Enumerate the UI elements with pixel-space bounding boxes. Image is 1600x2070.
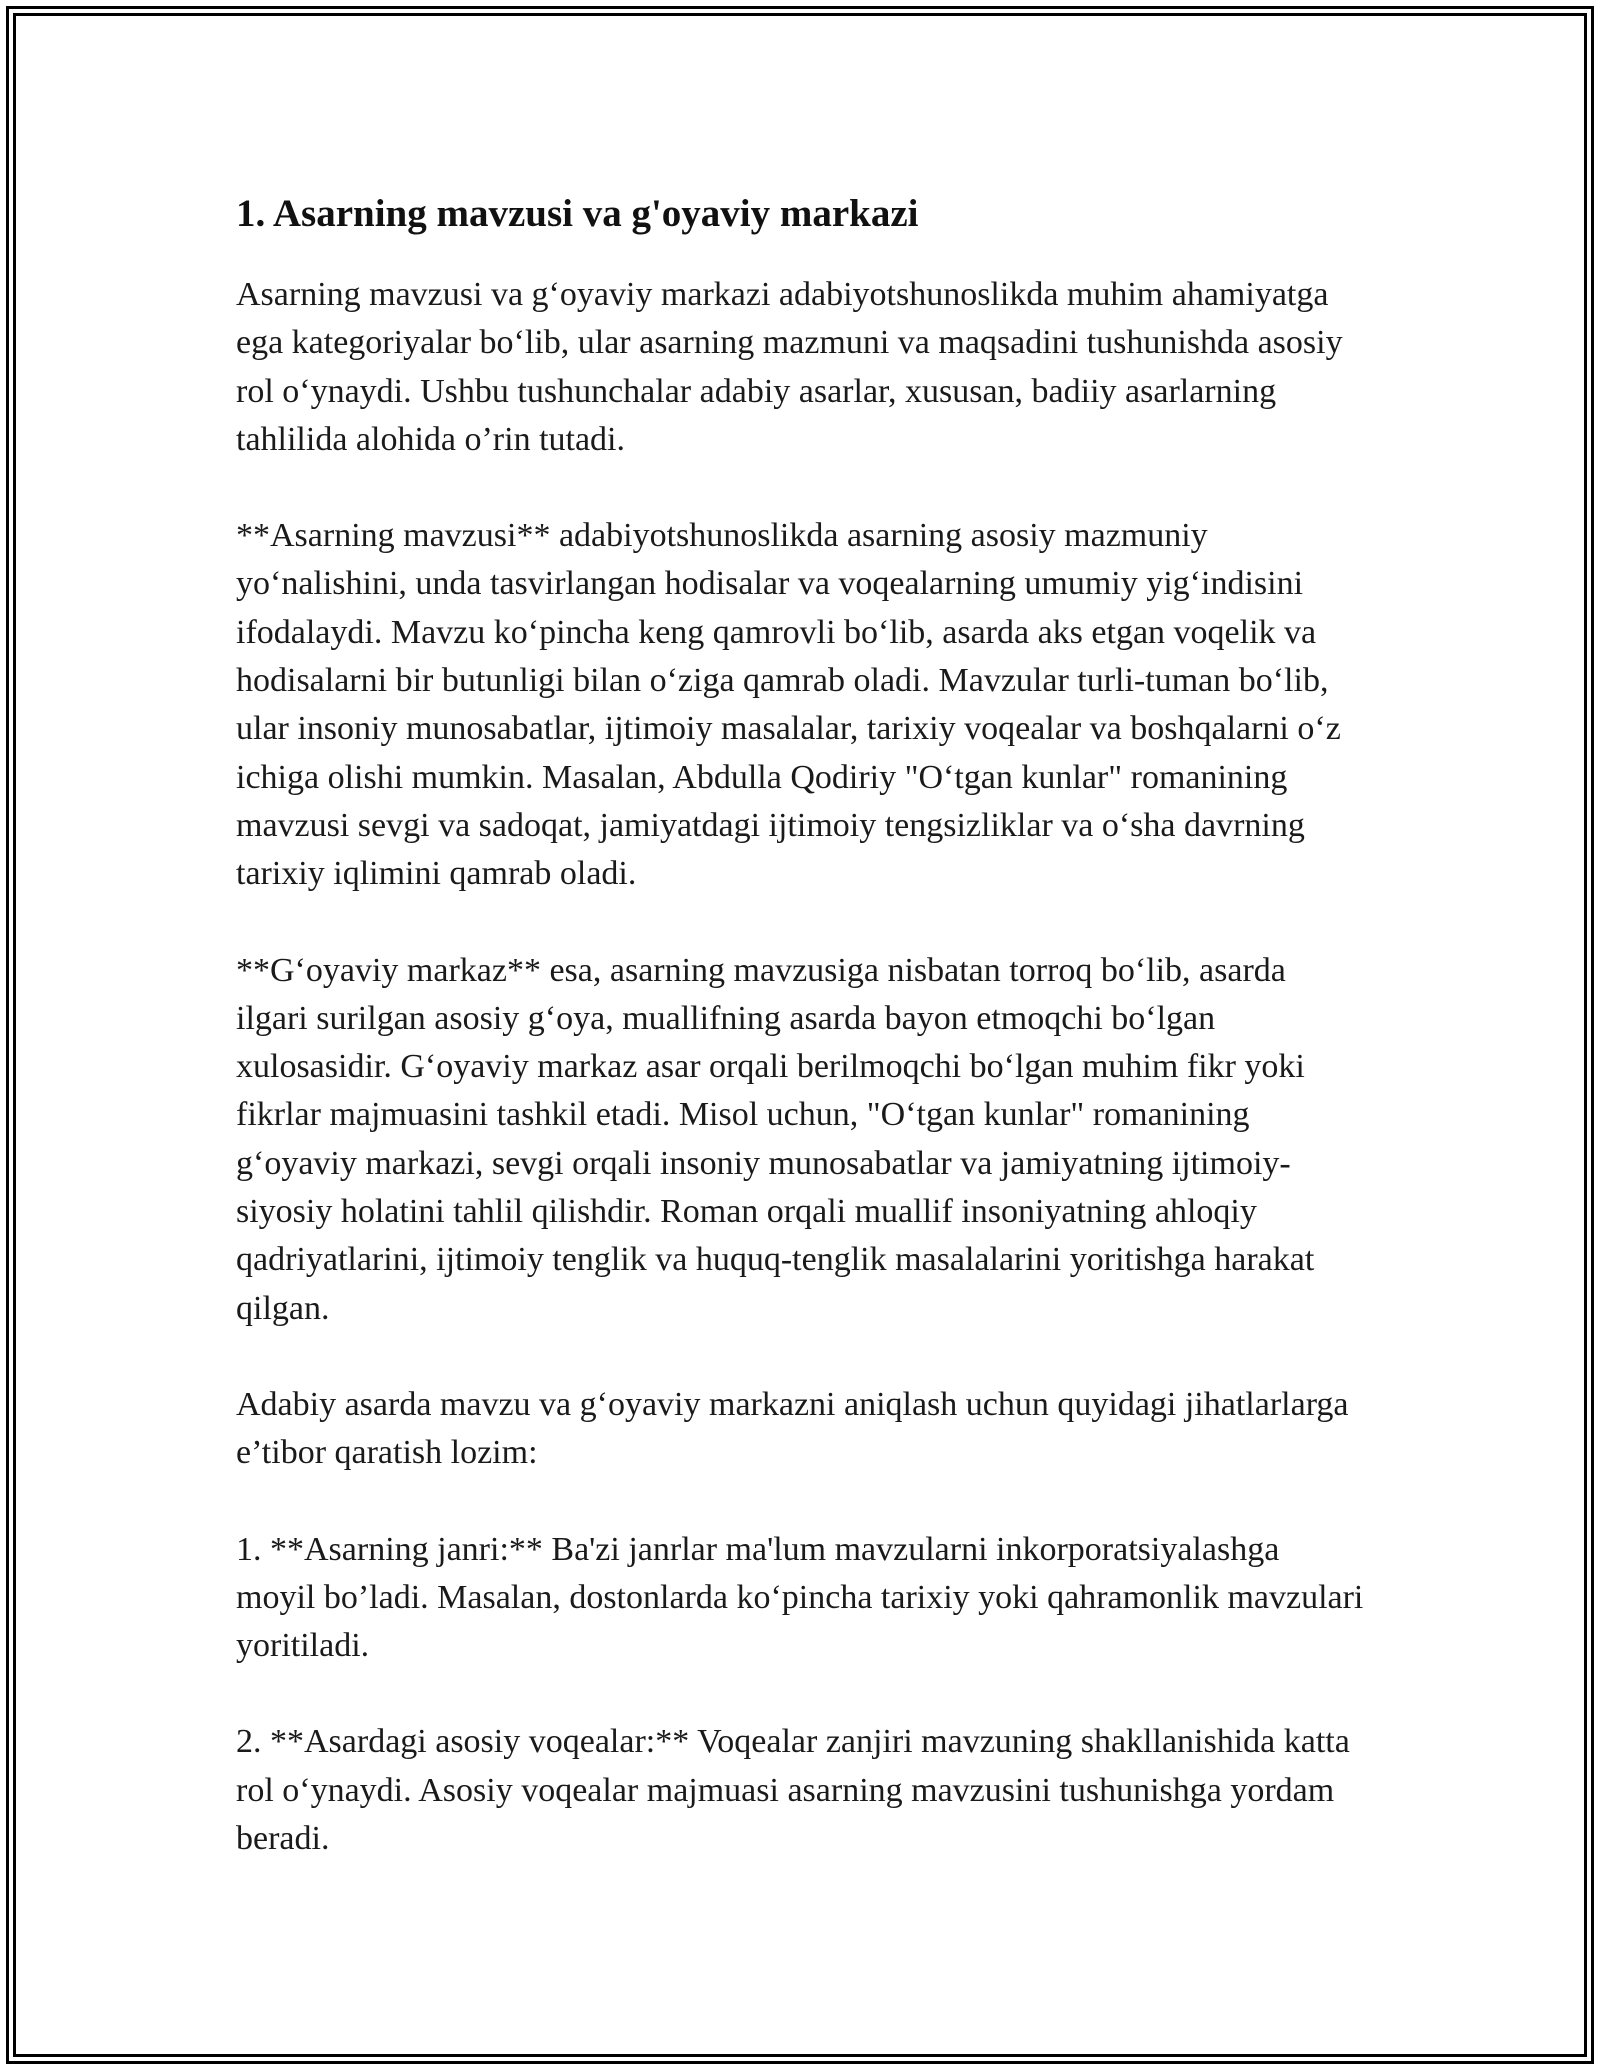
list-item-janr: 1. **Asarning janri:** Ba'zi janrlar ma'lum mavzularni inkorporatsiyalashga moyil bo’ladi. Masalan, dostonlarda ko‘pincha tarixiy yoki qahramonlik mavzulari yoritiladi. [236,1530,1364,1665]
paragraph-goyaviy-markaz: **G‘oyaviy markaz** esa, asarning mavzusiga nisbatan torroq bo‘lib, asarda ilgari surilgan asosiy g‘oya, muallifning asarda bayon etmoqchi bo‘lgan xulosasidir. G‘oyaviy markaz asar orqali berilmoqchi bo‘lgan muhim fikr yoki fikrlar majmuasini tashkil etadi. Misol uchun, "O‘tgan kunlar" romanining g‘oyaviy markazi, sevgi orqali insoniy munosabatlar va jamiyatning ijtimoiy-siyosiy holatini tahlil qilishdir. Roman orqali muallif insoniyatning ahloqiy qadriyatlarini, ijtimoiy tenglik va huquq-tenglik masalalarini yoritishga harakat qilgan. [236,951,1315,1327]
document-body [236,186,1366,1911]
paragraph-intro: Asarning mavzusi va g‘oyaviy markazi adabiyotshunoslikda muhim ahamiyatga ega kategoriyalar bo‘lib, ular asarning mazmuni va maqsadini tushunishda asosiy rol o‘ynaydi. Ushbu tushunchalar adabiy asarlar, xususan, badiiy asarlarning tahlilida alohida o’rin tutadi. [236,276,1343,458]
paragraph-mavzu: **Asarning mavzusi** adabiyotshunoslikda asarning asosiy mazmuniy yo‘nalishini, unda tasvirlangan hodisalar va voqealarning umumiy yig‘indisini ifodalaydi. Mavzu ko‘pincha keng qamrovli bo‘lib, asarda aks etgan voqelik va hodisalarni bir butunligi bilan o‘ziga qamrab oladi. Mavzular turli-tuman bo‘lib, ular insoniy munosabatlar, ijtimoiy masalalar, tarixiy voqealar va boshqalarni o‘z ichiga olishi mumkin. Masalan, Abdulla Qodiriy "O‘tgan kunlar" romanining mavzusi sevgi va sadoqat, jamiyatdagi ijtimoiy tengsizliklar va o‘sha davrning tarixiy iqlimini qamrab oladi. [236,517,1341,893]
paragraph-aspects-intro: Adabiy asarda mavzu va g‘oyaviy markazni aniqlash uchun quyidagi jihatlarlarga e’tibor qaratish lozim: [236,1385,1349,1472]
section-heading: 1. Asarning mavzusi va g'oyaviy markazi [236,192,919,235]
list-item-voqealar: 2. **Asardagi asosiy voqealar:** Voqealar zanjiri mavzuning shakllanishida katta rol o‘ynaydi. Asosiy voqealar majmuasi asarning mavzusini tushunishga yordam beradi. [236,1723,1350,1858]
